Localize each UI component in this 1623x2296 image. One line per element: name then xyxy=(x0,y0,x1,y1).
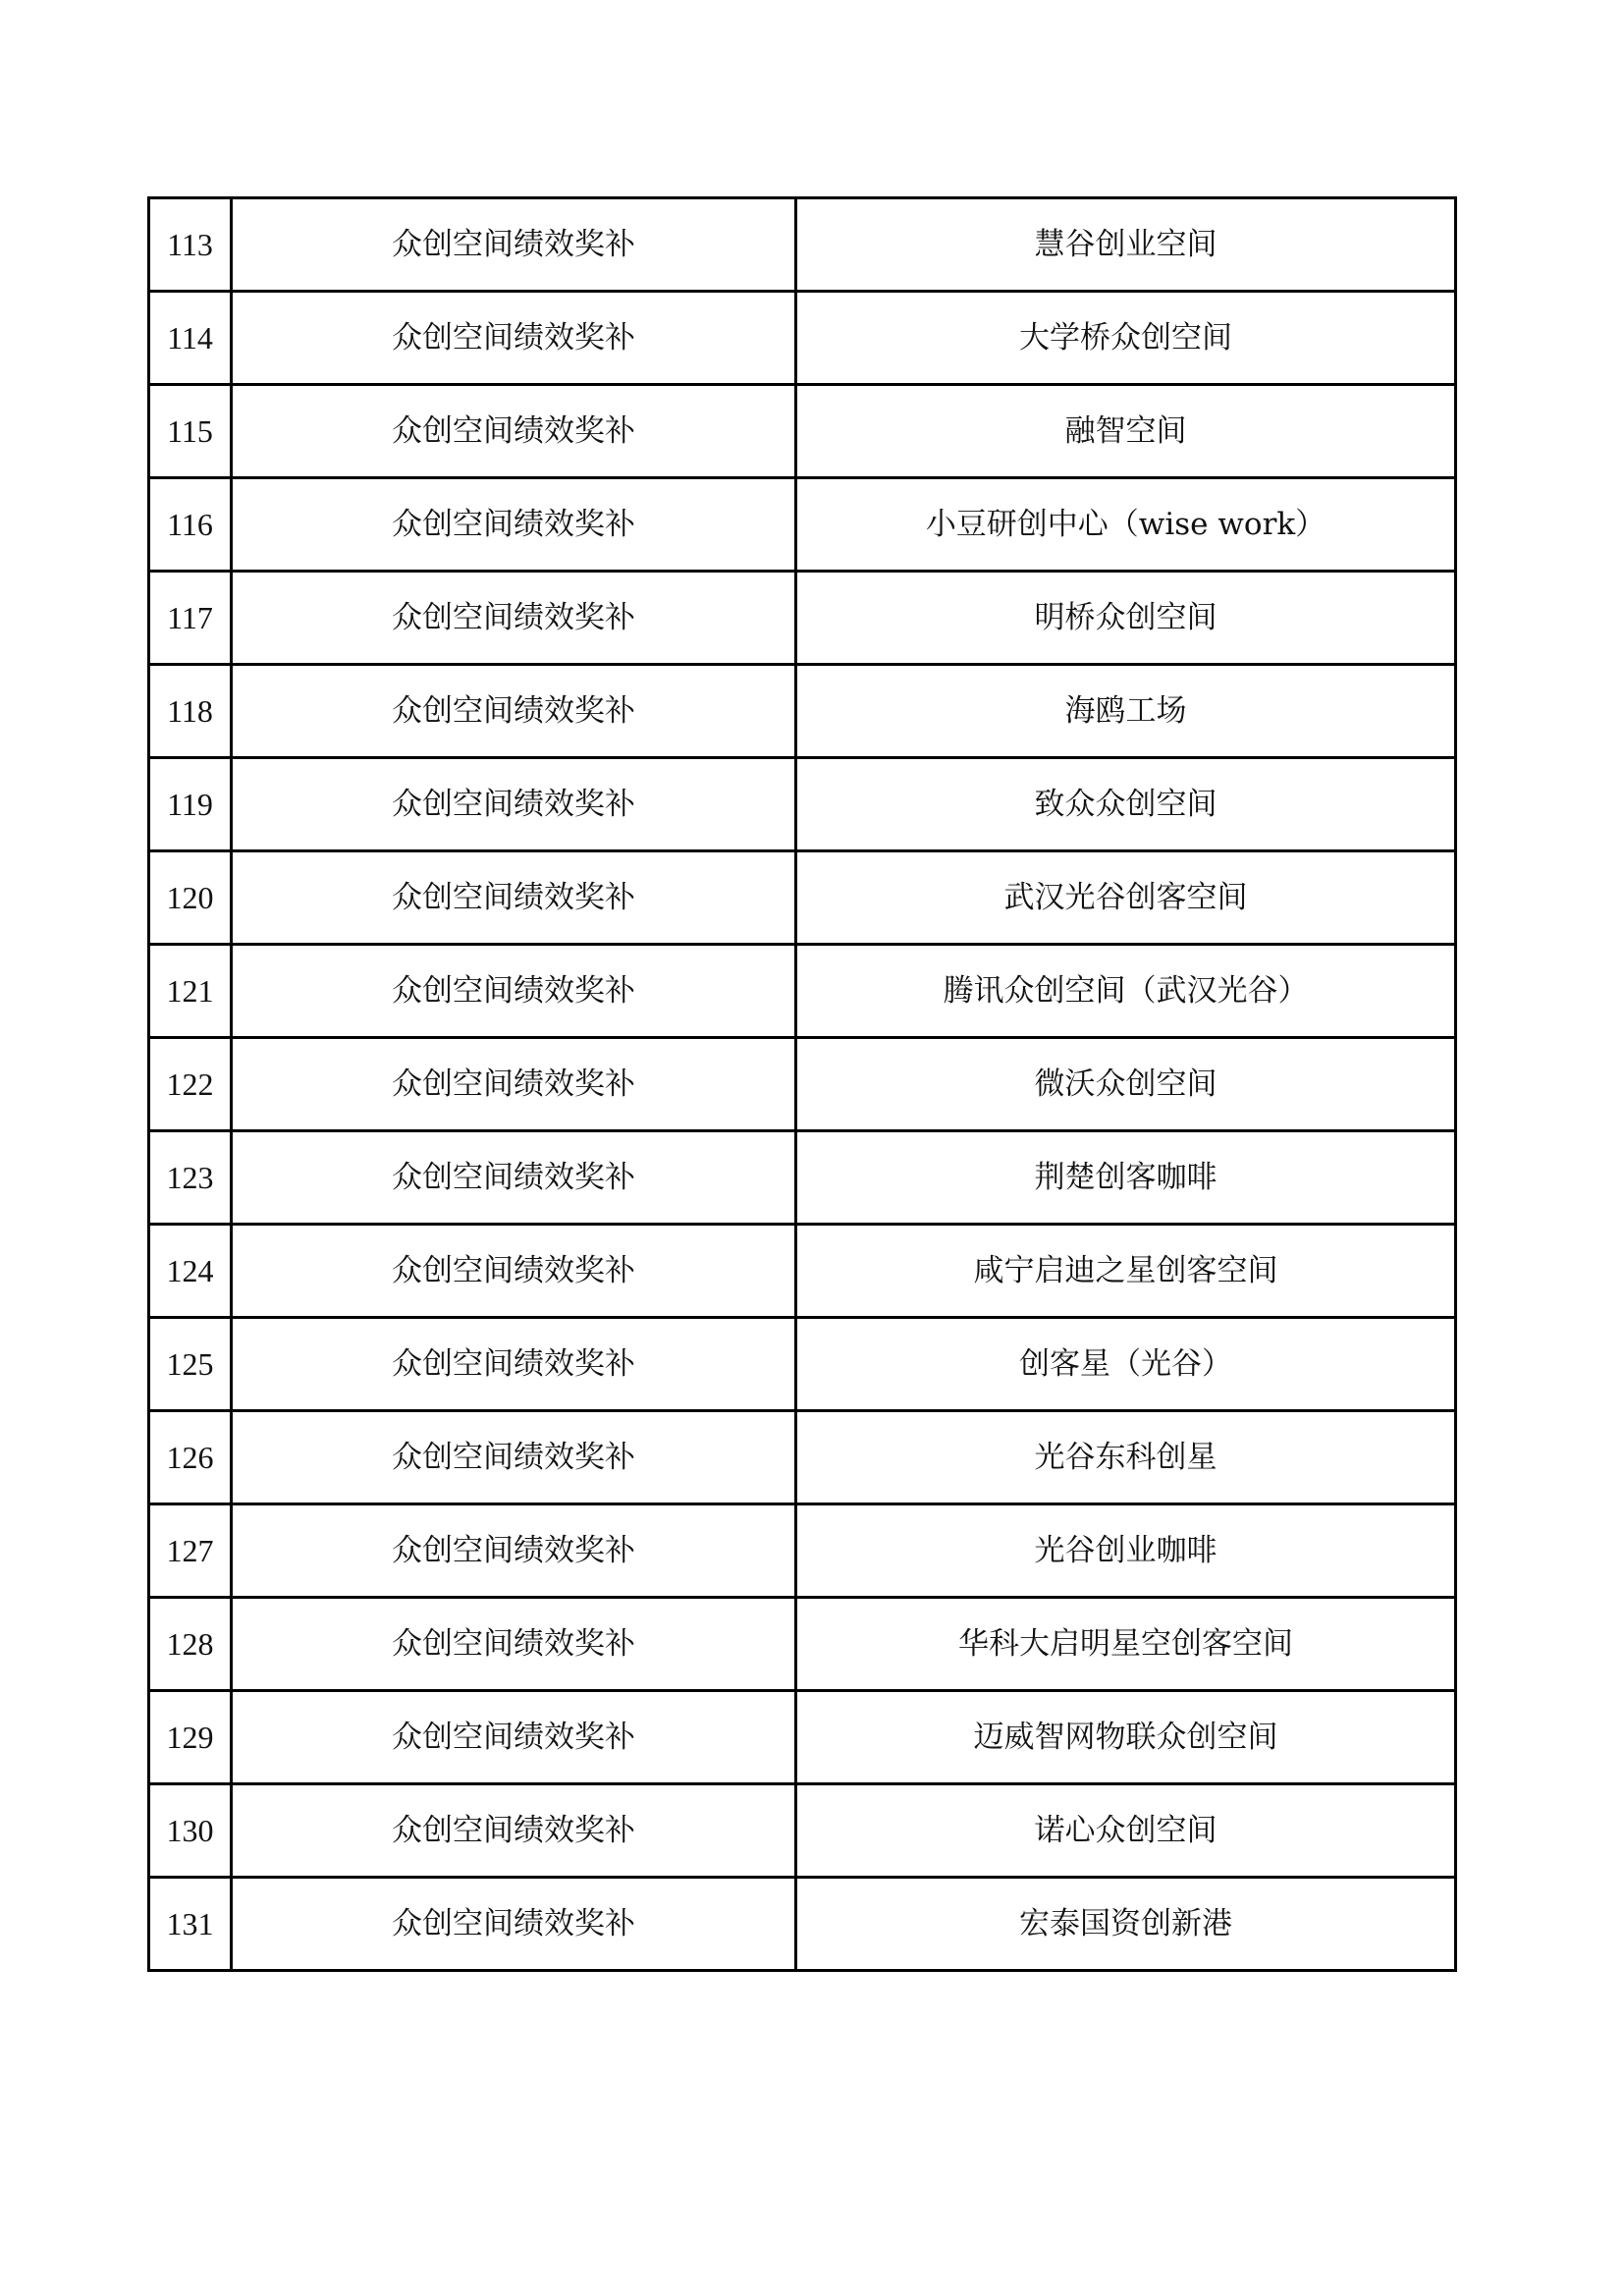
row-number-cell: 122 xyxy=(149,1038,232,1131)
table-row xyxy=(149,385,1456,478)
space-name-cell: 迈威智网物联众创空间 xyxy=(796,1691,1456,1784)
row-number-cell: 119 xyxy=(149,758,232,851)
space-name-cell: 小豆研创中心（wise work） xyxy=(796,478,1456,572)
award-type-cell: 众创空间绩效奖补 xyxy=(232,1225,796,1318)
award-list-table xyxy=(147,196,1457,1972)
award-type-cell: 众创空间绩效奖补 xyxy=(232,1504,796,1598)
award-type-cell: 众创空间绩效奖补 xyxy=(232,1878,796,1971)
table-row xyxy=(149,1504,1456,1598)
table-row xyxy=(149,1225,1456,1318)
row-number-cell: 125 xyxy=(149,1318,232,1411)
table-row xyxy=(149,945,1456,1038)
row-number-cell: 116 xyxy=(149,478,232,572)
table-row xyxy=(149,1318,1456,1411)
space-name-cell: 大学桥众创空间 xyxy=(796,292,1456,385)
row-number-cell: 113 xyxy=(149,198,232,292)
row-number-cell: 126 xyxy=(149,1411,232,1504)
award-type-cell: 众创空间绩效奖补 xyxy=(232,1691,796,1784)
award-type-cell: 众创空间绩效奖补 xyxy=(232,385,796,478)
space-name-cell: 创客星（光谷） xyxy=(796,1318,1456,1411)
space-name-cell: 慧谷创业空间 xyxy=(796,198,1456,292)
table-row xyxy=(149,1411,1456,1504)
award-type-cell: 众创空间绩效奖补 xyxy=(232,1318,796,1411)
space-name-cell: 宏泰国资创新港 xyxy=(796,1878,1456,1971)
award-type-cell: 众创空间绩效奖补 xyxy=(232,198,796,292)
space-name-cell: 腾讯众创空间（武汉光谷） xyxy=(796,945,1456,1038)
row-number-cell: 118 xyxy=(149,665,232,758)
award-type-cell: 众创空间绩效奖补 xyxy=(232,292,796,385)
award-type-cell: 众创空间绩效奖补 xyxy=(232,945,796,1038)
space-name-cell: 荆楚创客咖啡 xyxy=(796,1131,1456,1225)
row-number-cell: 117 xyxy=(149,572,232,665)
award-type-cell: 众创空间绩效奖补 xyxy=(232,1598,796,1691)
award-type-cell: 众创空间绩效奖补 xyxy=(232,1784,796,1878)
row-number-cell: 124 xyxy=(149,1225,232,1318)
table-row xyxy=(149,1131,1456,1225)
award-type-cell: 众创空间绩效奖补 xyxy=(232,758,796,851)
space-name-cell: 光谷创业咖啡 xyxy=(796,1504,1456,1598)
row-number-cell: 121 xyxy=(149,945,232,1038)
table-row xyxy=(149,1038,1456,1131)
space-name-cell: 融智空间 xyxy=(796,385,1456,478)
table-row xyxy=(149,198,1456,292)
table-row xyxy=(149,572,1456,665)
table-row xyxy=(149,851,1456,945)
award-type-cell: 众创空间绩效奖补 xyxy=(232,572,796,665)
award-type-cell: 众创空间绩效奖补 xyxy=(232,1411,796,1504)
space-name-cell: 明桥众创空间 xyxy=(796,572,1456,665)
table-row xyxy=(149,1784,1456,1878)
award-type-cell: 众创空间绩效奖补 xyxy=(232,1038,796,1131)
row-number-cell: 128 xyxy=(149,1598,232,1691)
table-row xyxy=(149,758,1456,851)
award-list-body xyxy=(149,198,1456,1971)
award-type-cell: 众创空间绩效奖补 xyxy=(232,478,796,572)
row-number-cell: 115 xyxy=(149,385,232,478)
table-row xyxy=(149,1878,1456,1971)
award-type-cell: 众创空间绩效奖补 xyxy=(232,1131,796,1225)
row-number-cell: 114 xyxy=(149,292,232,385)
space-name-cell: 诺心众创空间 xyxy=(796,1784,1456,1878)
table-row xyxy=(149,1691,1456,1784)
space-name-cell: 武汉光谷创客空间 xyxy=(796,851,1456,945)
row-number-cell: 127 xyxy=(149,1504,232,1598)
space-name-cell: 微沃众创空间 xyxy=(796,1038,1456,1131)
award-type-cell: 众创空间绩效奖补 xyxy=(232,665,796,758)
table-row xyxy=(149,478,1456,572)
space-name-cell: 致众众创空间 xyxy=(796,758,1456,851)
row-number-cell: 123 xyxy=(149,1131,232,1225)
table-row xyxy=(149,292,1456,385)
space-name-cell: 光谷东科创星 xyxy=(796,1411,1456,1504)
table-row xyxy=(149,665,1456,758)
row-number-cell: 131 xyxy=(149,1878,232,1971)
table-row xyxy=(149,1598,1456,1691)
space-name-cell: 海鸥工场 xyxy=(796,665,1456,758)
row-number-cell: 130 xyxy=(149,1784,232,1878)
award-type-cell: 众创空间绩效奖补 xyxy=(232,851,796,945)
space-name-cell: 华科大启明星空创客空间 xyxy=(796,1598,1456,1691)
row-number-cell: 120 xyxy=(149,851,232,945)
row-number-cell: 129 xyxy=(149,1691,232,1784)
space-name-cell: 咸宁启迪之星创客空间 xyxy=(796,1225,1456,1318)
